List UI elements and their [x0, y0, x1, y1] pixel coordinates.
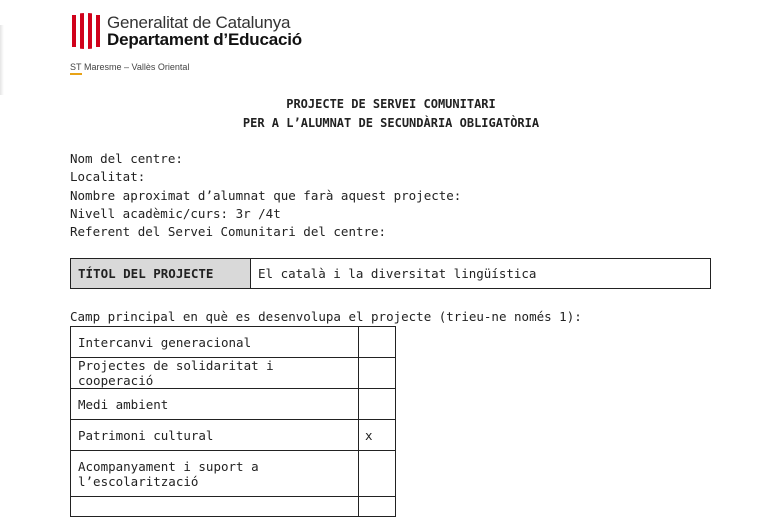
territorial-service [70, 62, 189, 72]
table-row [71, 451, 396, 497]
camp-option-mark [359, 327, 396, 358]
department-name: Departament d’Educació [107, 30, 302, 49]
doc-title-line2: PER A L’ALUMNAT DE SECUNDÀRIA OBLIGATÒRIA [242, 116, 540, 130]
camp-option-mark: x [359, 420, 396, 451]
table-row [71, 497, 396, 517]
table-row [71, 420, 396, 451]
table-row [71, 358, 396, 389]
table-row [71, 389, 396, 420]
page-edge-shadow [0, 25, 4, 95]
camp-table [70, 326, 396, 517]
header-logo [71, 13, 302, 49]
field-localitat: Localitat: [70, 169, 146, 185]
doc-title-line1: PROJECTE DE SERVEI COMUNITARI [286, 97, 496, 111]
camp-option-mark [359, 497, 396, 517]
project-title-table [70, 258, 711, 289]
table-row [71, 327, 396, 358]
camp-option-label [71, 497, 359, 517]
field-alumnat: Nombre aproximat d’alumnat que farà aquest projecte: [70, 187, 462, 203]
field-nivell: Nivell acadèmic/curs: 3r /4t [70, 205, 281, 221]
camp-option-label: Medi ambient [71, 389, 359, 420]
camp-option-mark [359, 451, 396, 497]
generalitat-flag-icon [71, 13, 101, 49]
camp-option-label: Projectes de solidaritat i cooperació [71, 358, 359, 389]
camp-option-label: Intercanvi generacional [71, 327, 359, 358]
field-referent: Referent del Servei Comunitari del centre: [70, 224, 387, 240]
st-region: Maresme – Vallès Oriental [81, 62, 190, 72]
field-centre: Nom del centre: [70, 151, 183, 166]
project-title-label: TÍTOL DEL PROJECTE [71, 259, 251, 288]
centre-fields [70, 150, 461, 241]
camp-option-label: Patrimoni cultural [71, 420, 359, 451]
camp-option-mark [359, 389, 396, 420]
project-title-value: El català i la diversitat lingüística [258, 266, 537, 281]
camp-option-mark [359, 358, 396, 389]
org-name: Generalitat de Catalunya [107, 13, 291, 32]
st-abbreviation: ST [70, 62, 82, 72]
camp-question: Camp principal en què es desenvolupa el projecte (trieu-ne només 1): [70, 309, 582, 324]
camp-option-label: Acompanyament i suport a l’escolarització [71, 451, 359, 497]
